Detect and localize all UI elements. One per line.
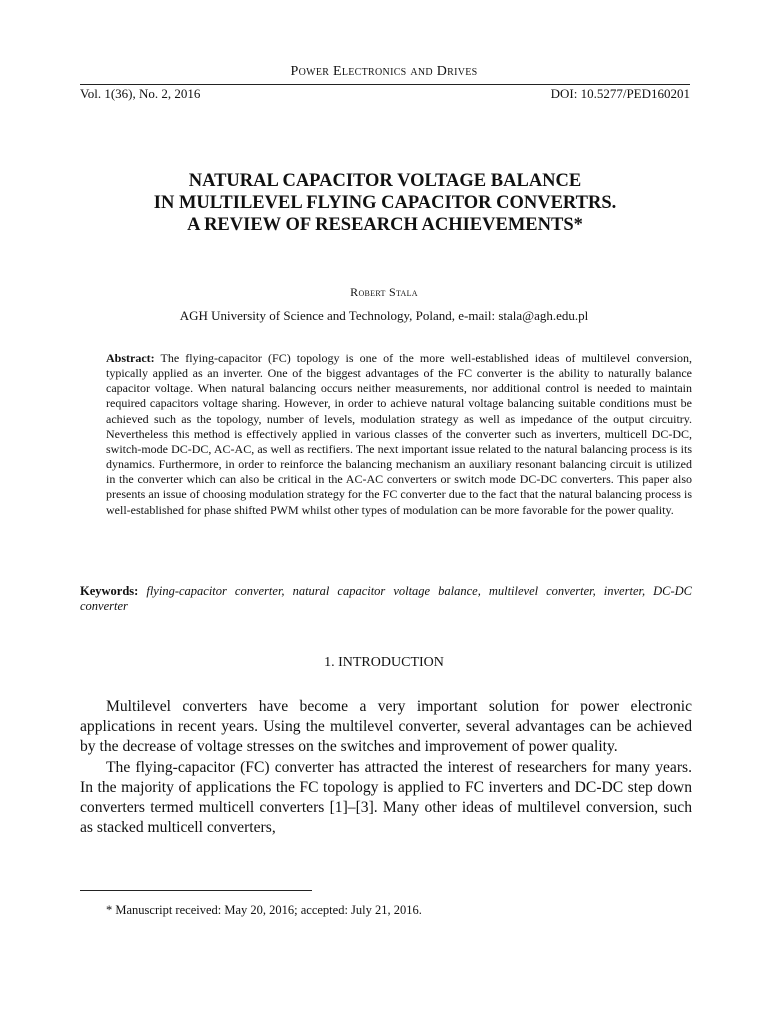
- author-affiliation: AGH University of Science and Technology, Poland, e-mail: stala@agh.edu.pl: [179, 308, 589, 323]
- author-name: Robert Stala: [350, 285, 418, 299]
- paper-title: [80, 170, 690, 236]
- abstract-label: Abstract:: [106, 351, 155, 365]
- footnote: * Manuscript received: May 20, 2016; accepted: July 21, 2016.: [106, 903, 422, 917]
- volume-line: [80, 86, 690, 102]
- volume-issue: Vol. 1(36), No. 2, 2016: [80, 86, 201, 101]
- doi: DOI: 10.5277/PED160201: [550, 86, 690, 101]
- header-divider: [80, 84, 690, 85]
- journal-title: Power Electronics and Drives: [290, 64, 478, 79]
- abstract: [106, 351, 692, 518]
- section-heading: 1. INTRODUCTION: [324, 655, 444, 670]
- keywords: [80, 584, 692, 614]
- body-text: [80, 697, 692, 838]
- footnote-divider: [80, 890, 312, 891]
- body-paragraph: Multilevel converters have become a very important solution for power electronic applications in recent years. Using the multilevel converter, several advantages can be achieved by the decrease of voltage stresses on the switches and improvement of power quality.: [80, 698, 692, 756]
- keywords-label: Keywords:: [80, 584, 139, 598]
- abstract-text: The flying-capacitor (FC) topology is one of the more well-established ideas of multilevel conversion, typically applied as an inverter. One of the biggest advantages of the FC converter is the ability to naturally balance capacitor voltage. When natural balancing occurs neither measurements, nor additional control is needed to maintain required capacitors voltage sharing. However, in order to achieve natural voltage balancing suitable conditions must be achieved such as the topology, number of levels, modulation strategy as well as impedance of the output circuitry. Nevertheless this method is effectively applied in various classes of the converter such as inverters, multicell DC-DC, switch-mode DC-DC, AC-AC, as well as rectifiers. The next important issue related to the natural balancing process is its dynamics. Furthermore, in order to reinforce the balancing mechanism an auxiliary resonant balancing circuit is utilized in the converter which can also be critical in the AC-AC converters or switch mode DC-DC converters. This paper also presents an issue of choosing modulation strategy for the FC converter due to the fact that the natural balancing process is well-established for phase shifted PWM whilst other types of modulation can be more favorable for the power quality.: [106, 351, 692, 517]
- keywords-terms: flying-capacitor converter, natural capacitor voltage balance, multilevel converter, inverter, DC-DC converter: [80, 584, 693, 613]
- paper-title-line-3: A REVIEW OF RESEARCH ACHIEVEMENTS*: [187, 215, 583, 235]
- paper-title-line-2: IN MULTILEVEL FLYING CAPACITOR CONVERTRS.: [153, 193, 617, 213]
- paper-title-line-1: NATURAL CAPACITOR VOLTAGE BALANCE: [188, 171, 582, 191]
- body-paragraph: The flying-capacitor (FC) converter has attracted the interest of researchers for many years. In the majority of applications the FC topology is applied to FC inverters and DC-DC step down converters termed multicell converters [1]–[3]. Many other ideas of multilevel conversion, such as stacked multicell converters,: [80, 758, 692, 837]
